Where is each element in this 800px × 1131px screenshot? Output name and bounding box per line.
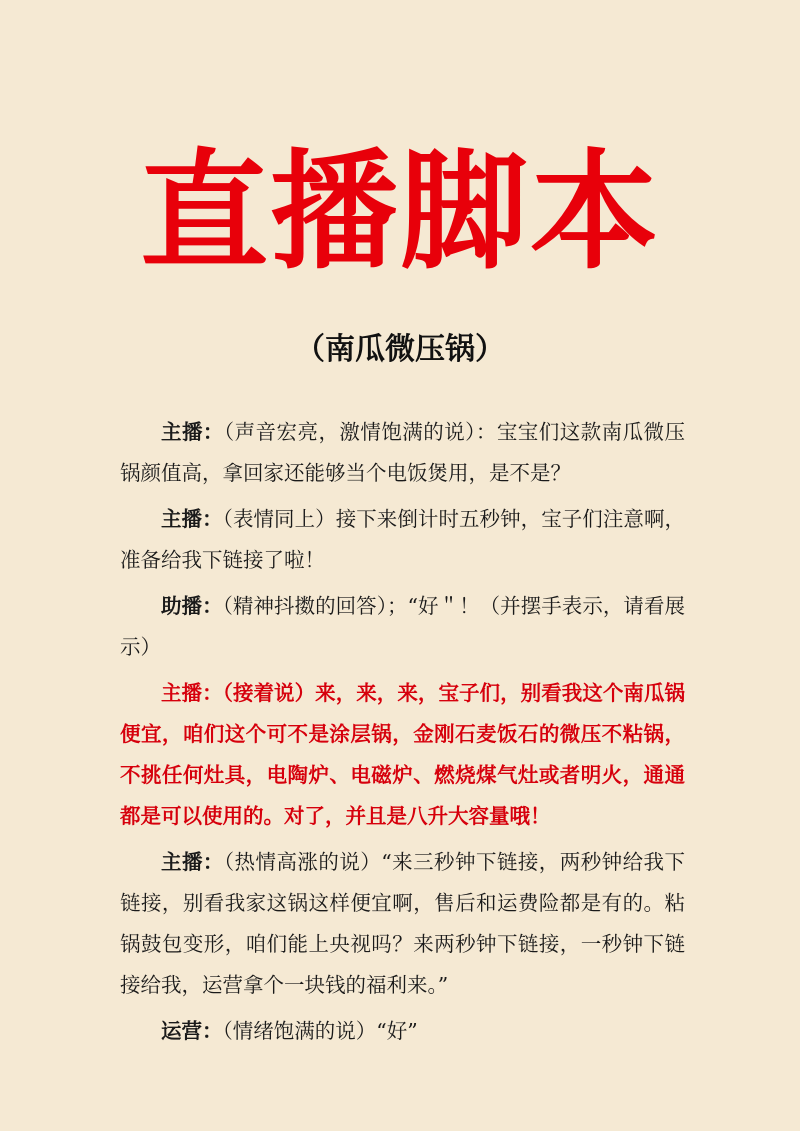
- speaker-label: 主播：: [161, 420, 224, 444]
- speaker-label: 助播：: [161, 594, 223, 618]
- document-title: 直播脚本: [139, 138, 660, 287]
- paragraph-text: （精神抖擞的回答）；“好＂！（并摆手表示，请看展示）: [120, 594, 685, 659]
- script-paragraph: [120, 1011, 685, 1052]
- script-paragraph: [120, 412, 685, 494]
- document-subtitle: （南瓜微压锅）: [295, 332, 505, 367]
- paragraph-text: （声音宏亮，激情饱满的说）：宝宝们这款南瓜微压锅颜值高，拿回家还能够当个电饭煲用，是不是？: [120, 420, 686, 485]
- script-paragraph: [120, 499, 685, 581]
- script-body: [120, 412, 685, 1057]
- script-paragraph-highlighted: [120, 673, 685, 837]
- paragraph-text: （表情同上）接下来倒计时五秒钟，宝子们注意啊，准备给我下链接了啦！: [120, 507, 686, 572]
- speaker-label: 运营：: [161, 1019, 223, 1043]
- script-paragraph: [120, 586, 685, 668]
- speaker-label: 主播：: [161, 850, 224, 874]
- speaker-label: 主播：: [161, 681, 223, 705]
- paragraph-text: （接着说）来，来，来，宝子们，别看我这个南瓜锅便宜，咱们这个可不是涂层锅，金刚石麦饭石的微压不粘锅，不挑任何灶具，电陶炉、电磁炉、燃烧煤气灶或者明火，通通都是可以使用的。对了，并且是八升大容量哦！: [120, 681, 686, 828]
- speaker-label: 主播：: [161, 507, 223, 531]
- paragraph-text: （情绪饱满的说）“好”: [222, 1019, 418, 1043]
- script-paragraph: [120, 842, 685, 1006]
- paragraph-text: （热情高涨的说）“来三秒钟下链接，两秒钟给我下链接，别看我家这锅这样便宜啊，售后和运费险都是有的。粘锅鼓包变形，咱们能上央视吗？来两秒钟下链接，一秒钟下链接给我，运营拿个一块钱的福利来。”: [120, 850, 686, 997]
